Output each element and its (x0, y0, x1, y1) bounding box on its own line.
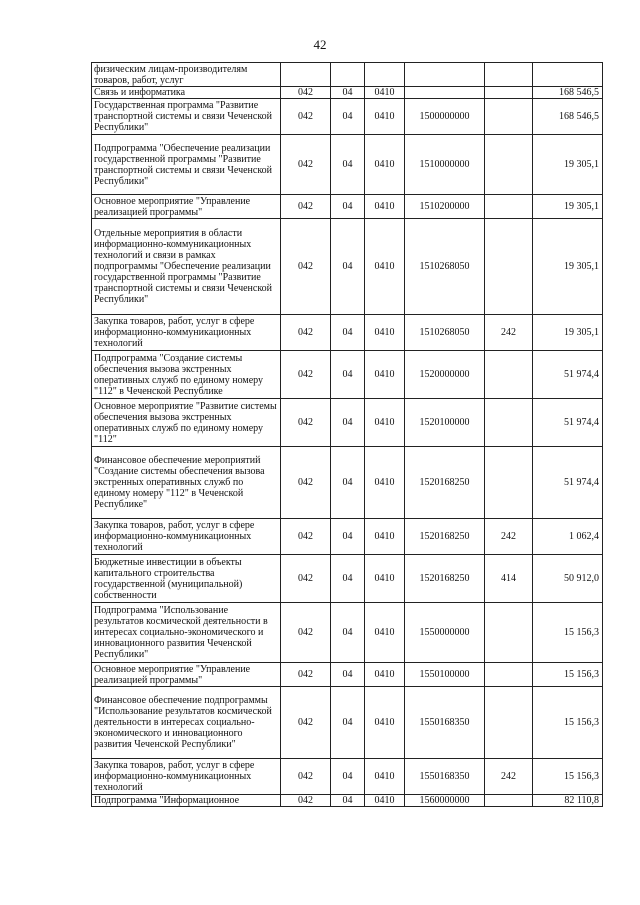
row-target (405, 63, 485, 87)
table-row (92, 399, 603, 447)
row-section: 04 (331, 447, 365, 519)
row-section: 04 (331, 555, 365, 603)
row-expense: 242 (485, 759, 533, 795)
table-row (92, 687, 603, 759)
row-target (405, 87, 485, 99)
row-section: 04 (331, 99, 365, 135)
row-amount: 51 974,4 (533, 351, 603, 399)
row-section: 04 (331, 351, 365, 399)
row-admin: 042 (281, 447, 331, 519)
row-expense: 242 (485, 519, 533, 555)
row-amount (533, 63, 603, 87)
row-admin: 042 (281, 603, 331, 663)
table-row (92, 135, 603, 195)
row-expense (485, 687, 533, 759)
row-name: Подпрограмма "Информационное (92, 795, 281, 807)
row-section: 04 (331, 219, 365, 315)
row-admin: 042 (281, 219, 331, 315)
row-expense (485, 99, 533, 135)
row-target: 1550168350 (405, 687, 485, 759)
row-target: 1510268050 (405, 219, 485, 315)
row-expense (485, 399, 533, 447)
row-name: Бюджетные инвестиции в объекты капитального строительства государственной (муниципальной) собственности (92, 555, 281, 603)
table-row (92, 447, 603, 519)
row-admin: 042 (281, 687, 331, 759)
row-subsection: 0410 (365, 759, 405, 795)
row-amount: 19 305,1 (533, 195, 603, 219)
row-amount: 168 546,5 (533, 99, 603, 135)
row-amount: 19 305,1 (533, 219, 603, 315)
row-expense: 242 (485, 315, 533, 351)
table-row (92, 315, 603, 351)
row-expense (485, 219, 533, 315)
row-amount: 168 546,5 (533, 87, 603, 99)
row-admin: 042 (281, 351, 331, 399)
row-admin: 042 (281, 555, 331, 603)
row-subsection: 0410 (365, 555, 405, 603)
row-amount: 15 156,3 (533, 759, 603, 795)
row-name: физическим лицам-производителям товаров, работ, услуг (92, 63, 281, 87)
row-admin: 042 (281, 315, 331, 351)
row-subsection: 0410 (365, 135, 405, 195)
row-admin: 042 (281, 87, 331, 99)
row-expense: 414 (485, 555, 533, 603)
row-target: 1510268050 (405, 315, 485, 351)
row-amount: 51 974,4 (533, 447, 603, 519)
row-admin: 042 (281, 99, 331, 135)
table-row (92, 519, 603, 555)
row-section: 04 (331, 399, 365, 447)
row-subsection: 0410 (365, 87, 405, 99)
row-subsection: 0410 (365, 219, 405, 315)
row-name: Основное мероприятие "Управление реализацией программы" (92, 663, 281, 687)
row-name: Подпрограмма "Обеспечение реализации государственной программы "Развитие транспортной системы и связи Чеченской Республики" (92, 135, 281, 195)
row-amount: 15 156,3 (533, 687, 603, 759)
row-section: 04 (331, 759, 365, 795)
row-subsection: 0410 (365, 351, 405, 399)
row-admin: 042 (281, 759, 331, 795)
row-name: Финансовое обеспечение мероприятий "Создание системы обеспечения вызова экстренных оперативных служб по единому номеру "112" в Чеченской Республике" (92, 447, 281, 519)
row-target: 1520168250 (405, 555, 485, 603)
row-subsection: 0410 (365, 99, 405, 135)
row-subsection: 0410 (365, 315, 405, 351)
row-subsection: 0410 (365, 447, 405, 519)
row-amount: 15 156,3 (533, 603, 603, 663)
row-admin: 042 (281, 795, 331, 807)
row-target: 1520000000 (405, 351, 485, 399)
row-name: Государственная программа "Развитие транспортной системы и связи Чеченской Республики" (92, 99, 281, 135)
row-target: 1510000000 (405, 135, 485, 195)
row-section: 04 (331, 663, 365, 687)
row-section: 04 (331, 315, 365, 351)
row-name: Подпрограмма "Создание системы обеспечения вызова экстренных оперативных служб по единому номеру "112" в Чеченской Республике (92, 351, 281, 399)
row-amount: 82 110,8 (533, 795, 603, 807)
row-section: 04 (331, 603, 365, 663)
row-section (331, 63, 365, 87)
row-admin: 042 (281, 135, 331, 195)
row-subsection: 0410 (365, 687, 405, 759)
row-section: 04 (331, 519, 365, 555)
row-target: 1550100000 (405, 663, 485, 687)
row-section: 04 (331, 135, 365, 195)
row-name: Закупка товаров, работ, услуг в сфере информационно-коммуникационных технологий (92, 315, 281, 351)
row-name: Связь и информатика (92, 87, 281, 99)
row-expense (485, 87, 533, 99)
row-subsection: 0410 (365, 795, 405, 807)
row-section: 04 (331, 87, 365, 99)
table-row (92, 219, 603, 315)
row-name: Закупка товаров, работ, услуг в сфере информационно-коммуникационных технологий (92, 519, 281, 555)
table-row (92, 663, 603, 687)
row-expense (485, 447, 533, 519)
row-subsection: 0410 (365, 399, 405, 447)
row-target: 1510200000 (405, 195, 485, 219)
row-amount: 50 912,0 (533, 555, 603, 603)
row-admin: 042 (281, 399, 331, 447)
row-amount: 1 062,4 (533, 519, 603, 555)
page-number: 42 (313, 37, 327, 52)
table-row (92, 351, 603, 399)
table-row (92, 795, 603, 807)
row-admin: 042 (281, 663, 331, 687)
row-section: 04 (331, 687, 365, 759)
table-row (92, 195, 603, 219)
row-target: 1550168350 (405, 759, 485, 795)
budget-table (91, 62, 603, 807)
row-section: 04 (331, 795, 365, 807)
row-name: Финансовое обеспечение подпрограммы "Использование результатов космической деятельности в интересах социально-экономического и инновационного развития Чеченской Республики" (92, 687, 281, 759)
row-name: Основное мероприятие "Управление реализацией программы" (92, 195, 281, 219)
row-subsection (365, 63, 405, 87)
row-name: Основное мероприятие "Развитие системы обеспечения вызова экстренных оперативных служб по единому номеру "112" (92, 399, 281, 447)
row-name: Отдельные мероприятия в области информационно-коммуникационных технологий и связи в рамках подпрограммы "Обеспечение реализации государственной программы "Развитие транспортной системы и связи Чеченской Республики" (92, 219, 281, 315)
row-subsection: 0410 (365, 663, 405, 687)
row-target: 1550000000 (405, 603, 485, 663)
row-expense (485, 195, 533, 219)
table-row (92, 99, 603, 135)
table-row (92, 63, 603, 87)
row-target: 1500000000 (405, 99, 485, 135)
row-name: Подпрограмма "Использование результатов космической деятельности в интересах социально-экономического и инновационного развития Чеченской Республики" (92, 603, 281, 663)
row-expense (485, 603, 533, 663)
table-row (92, 555, 603, 603)
row-target: 1560000000 (405, 795, 485, 807)
row-subsection: 0410 (365, 603, 405, 663)
row-expense (485, 135, 533, 195)
row-expense (485, 663, 533, 687)
row-amount: 19 305,1 (533, 135, 603, 195)
row-expense (485, 63, 533, 87)
row-amount: 19 305,1 (533, 315, 603, 351)
row-target: 1520168250 (405, 447, 485, 519)
row-admin (281, 63, 331, 87)
row-expense (485, 795, 533, 807)
row-admin: 042 (281, 519, 331, 555)
table-row (92, 603, 603, 663)
row-name: Закупка товаров, работ, услуг в сфере информационно-коммуникационных технологий (92, 759, 281, 795)
row-admin: 042 (281, 195, 331, 219)
row-section: 04 (331, 195, 365, 219)
row-amount: 51 974,4 (533, 399, 603, 447)
row-target: 1520168250 (405, 519, 485, 555)
row-subsection: 0410 (365, 195, 405, 219)
table-row (92, 87, 603, 99)
row-expense (485, 351, 533, 399)
table-row (92, 759, 603, 795)
row-target: 1520100000 (405, 399, 485, 447)
row-subsection: 0410 (365, 519, 405, 555)
row-amount: 15 156,3 (533, 663, 603, 687)
